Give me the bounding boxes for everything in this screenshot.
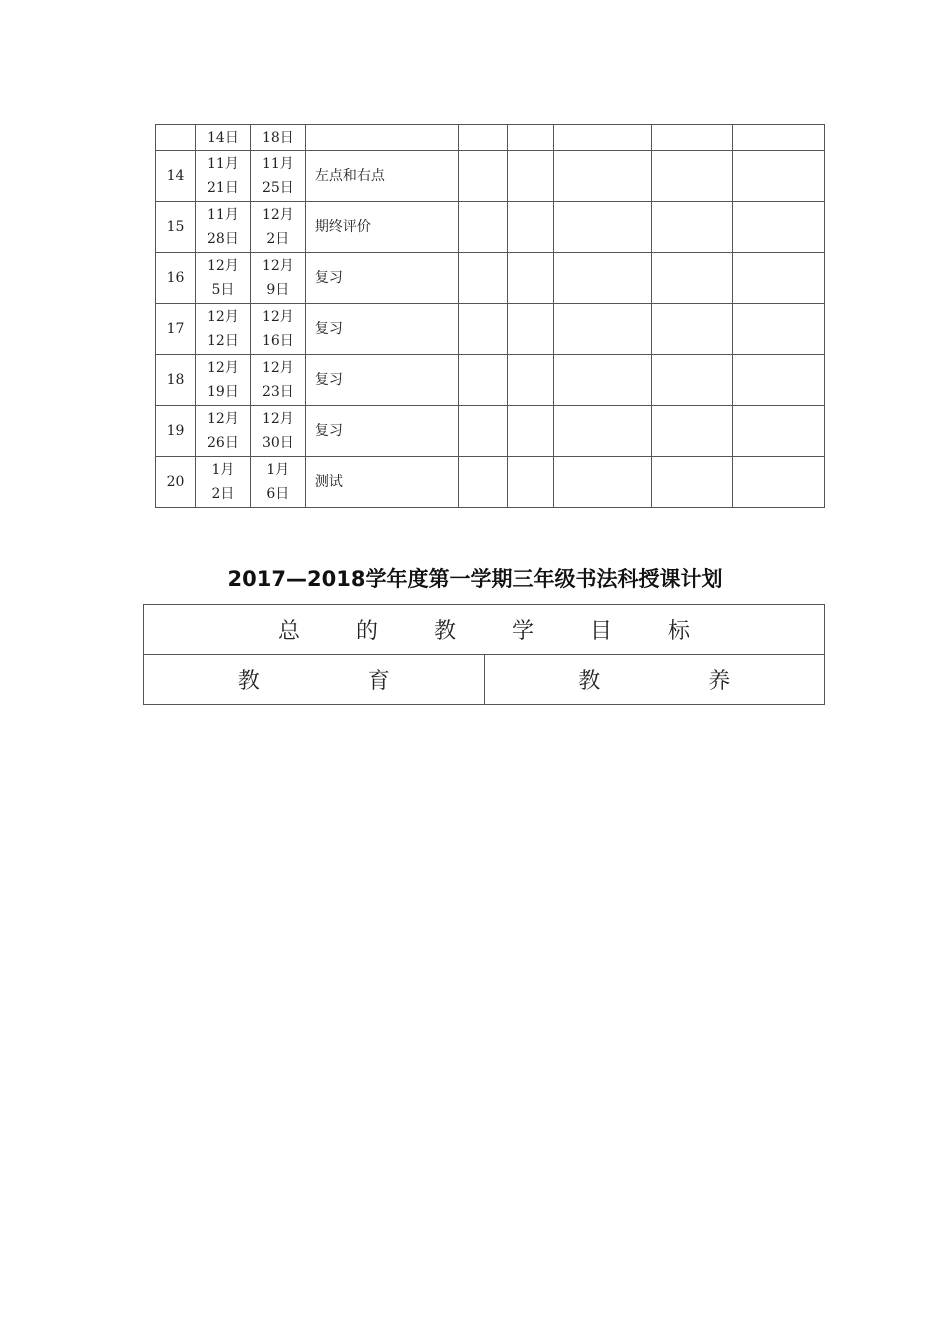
empty-cell bbox=[458, 125, 507, 151]
start-month: 1月 bbox=[211, 462, 235, 478]
start-day: 28日 bbox=[207, 231, 239, 247]
empty-cell bbox=[652, 125, 733, 151]
goals-header-row bbox=[144, 605, 825, 655]
week-number-cell: 18 bbox=[156, 355, 196, 406]
start-day: 2日 bbox=[211, 486, 235, 502]
goals-header-cell bbox=[144, 605, 825, 655]
end-month: 1月 bbox=[266, 462, 290, 478]
empty-cell bbox=[652, 355, 733, 406]
end-date-cell bbox=[250, 151, 305, 202]
end-date-cell bbox=[250, 457, 305, 508]
goals-header-char: 学 bbox=[512, 619, 535, 644]
empty-cell bbox=[733, 151, 825, 202]
empty-cell bbox=[507, 151, 554, 202]
empty-cell bbox=[458, 202, 507, 253]
week-number-cell: 17 bbox=[156, 304, 196, 355]
education-char: 育 bbox=[367, 669, 390, 694]
empty-cell bbox=[458, 457, 507, 508]
start-month: 12月 bbox=[207, 258, 239, 274]
empty-cell bbox=[458, 253, 507, 304]
content-cell: 复习 bbox=[305, 304, 458, 355]
end-month: 12月 bbox=[261, 309, 294, 325]
empty-cell bbox=[554, 202, 652, 253]
table-row bbox=[156, 253, 825, 304]
goals-header-char: 的 bbox=[355, 619, 378, 644]
end-month: 11月 bbox=[261, 156, 294, 172]
empty-cell bbox=[507, 457, 554, 508]
week-number-cell: 20 bbox=[156, 457, 196, 508]
content-cell: 期终评价 bbox=[305, 202, 458, 253]
education-header-cell bbox=[144, 655, 485, 705]
empty-cell bbox=[458, 355, 507, 406]
empty-cell bbox=[507, 355, 554, 406]
start-day: 21日 bbox=[207, 180, 239, 196]
start-date-cell bbox=[195, 457, 250, 508]
empty-cell bbox=[507, 125, 554, 151]
empty-cell bbox=[458, 304, 507, 355]
table-row bbox=[156, 151, 825, 202]
cultivation-header-cell bbox=[484, 655, 825, 705]
start-date-cell bbox=[195, 355, 250, 406]
empty-cell bbox=[733, 457, 825, 508]
start-date-cell bbox=[195, 151, 250, 202]
goals-header-char: 标 bbox=[668, 619, 691, 644]
cultivation-char: 教 bbox=[578, 669, 601, 694]
content-cell: 复习 bbox=[305, 406, 458, 457]
empty-cell bbox=[554, 253, 652, 304]
start-month: 12月 bbox=[207, 309, 239, 325]
empty-cell bbox=[458, 406, 507, 457]
plan-title: 2017—2018学年度第一学期三年级书法科授课计划 bbox=[227, 567, 723, 591]
end-date-cell bbox=[250, 355, 305, 406]
start-date-cell bbox=[195, 406, 250, 457]
start-date-cell bbox=[195, 253, 250, 304]
goals-header-char: 教 bbox=[433, 619, 456, 644]
start-day: 26日 bbox=[207, 435, 239, 451]
cultivation-char: 养 bbox=[708, 669, 731, 694]
empty-cell bbox=[554, 406, 652, 457]
content-cell bbox=[305, 125, 458, 151]
table-row bbox=[156, 457, 825, 508]
empty-cell bbox=[507, 202, 554, 253]
empty-cell bbox=[652, 457, 733, 508]
end-day: 23日 bbox=[261, 384, 294, 400]
end-day: 9日 bbox=[266, 282, 290, 298]
schedule-table bbox=[155, 124, 825, 508]
empty-cell bbox=[458, 151, 507, 202]
start-date-cell: 14日 bbox=[195, 125, 250, 151]
content-cell: 复习 bbox=[305, 355, 458, 406]
start-day: 19日 bbox=[207, 384, 239, 400]
goals-header-char: 总 bbox=[277, 619, 300, 644]
end-date-cell bbox=[250, 406, 305, 457]
goals-subheader-row bbox=[144, 655, 825, 705]
week-number-cell bbox=[156, 125, 196, 151]
end-month: 12月 bbox=[261, 360, 294, 376]
goals-header-char: 目 bbox=[590, 619, 613, 644]
week-number-cell: 19 bbox=[156, 406, 196, 457]
empty-cell bbox=[554, 125, 652, 151]
education-char: 教 bbox=[237, 669, 260, 694]
week-number-cell: 16 bbox=[156, 253, 196, 304]
end-month: 12月 bbox=[261, 258, 294, 274]
start-month: 11月 bbox=[207, 207, 239, 223]
start-month: 12月 bbox=[207, 411, 239, 427]
table-row bbox=[156, 406, 825, 457]
week-number-cell: 15 bbox=[156, 202, 196, 253]
empty-cell bbox=[554, 151, 652, 202]
empty-cell bbox=[733, 125, 825, 151]
end-date-cell bbox=[250, 253, 305, 304]
content-cell: 复习 bbox=[305, 253, 458, 304]
end-day: 6日 bbox=[266, 486, 290, 502]
empty-cell bbox=[507, 253, 554, 304]
start-date-cell bbox=[195, 304, 250, 355]
table-row bbox=[156, 304, 825, 355]
end-day: 2日 bbox=[266, 231, 290, 247]
empty-cell bbox=[554, 457, 652, 508]
empty-cell bbox=[733, 253, 825, 304]
end-date-cell bbox=[250, 202, 305, 253]
goals-table bbox=[143, 604, 825, 705]
end-month: 12月 bbox=[261, 207, 294, 223]
table-row bbox=[156, 355, 825, 406]
end-month: 12月 bbox=[261, 411, 294, 427]
empty-cell bbox=[733, 355, 825, 406]
empty-cell bbox=[652, 406, 733, 457]
end-date-cell bbox=[250, 304, 305, 355]
end-day: 16日 bbox=[261, 333, 294, 349]
empty-cell bbox=[652, 151, 733, 202]
week-number-cell: 14 bbox=[156, 151, 196, 202]
start-date-cell bbox=[195, 202, 250, 253]
empty-cell bbox=[507, 304, 554, 355]
start-month: 11月 bbox=[207, 156, 239, 172]
end-day: 30日 bbox=[261, 435, 294, 451]
empty-cell bbox=[554, 304, 652, 355]
empty-cell bbox=[733, 202, 825, 253]
empty-cell bbox=[554, 355, 652, 406]
empty-cell bbox=[652, 202, 733, 253]
start-day: 12日 bbox=[207, 333, 239, 349]
content-cell: 左点和右点 bbox=[305, 151, 458, 202]
empty-cell bbox=[507, 406, 554, 457]
end-date-cell: 18日 bbox=[250, 125, 305, 151]
empty-cell bbox=[652, 304, 733, 355]
empty-cell bbox=[652, 253, 733, 304]
table-row bbox=[156, 202, 825, 253]
empty-cell bbox=[733, 406, 825, 457]
content-cell: 测试 bbox=[305, 457, 458, 508]
end-day: 25日 bbox=[261, 180, 294, 196]
start-day: 5日 bbox=[211, 282, 235, 298]
start-month: 12月 bbox=[207, 360, 239, 376]
empty-cell bbox=[733, 304, 825, 355]
table-row bbox=[156, 125, 825, 151]
